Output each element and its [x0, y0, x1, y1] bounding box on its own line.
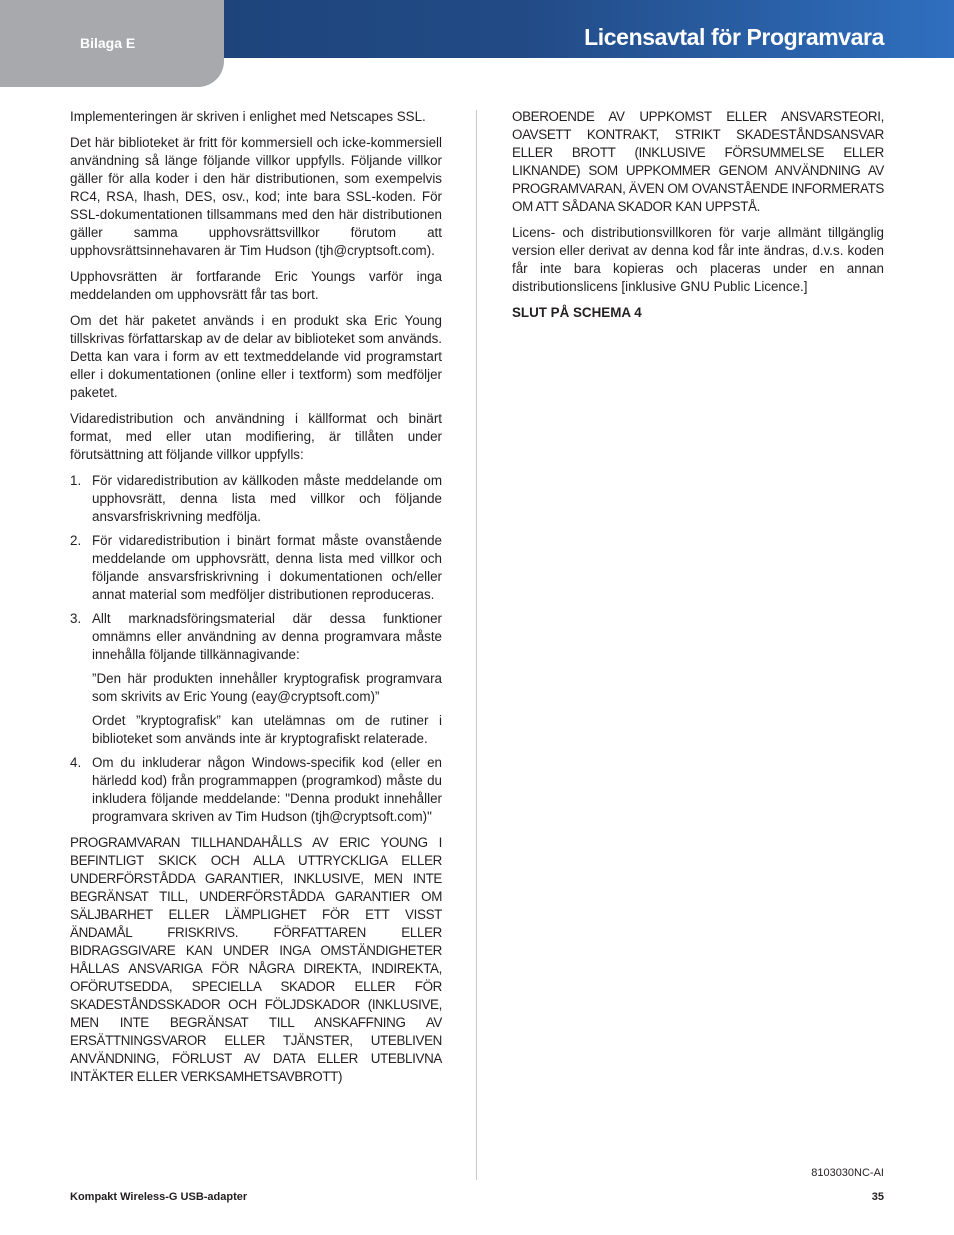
paragraph: Licens- och distributionsvillkoren för varje allmänt tillgänglig version eller derivat av denna kod får inte ändras, d.v.s. koden får inte bara kopieras och placeras under en annan distributionslicens [inklusive GNU Public Licence.]	[512, 225, 884, 294]
paragraph: Vidaredistribution och användning i källformat och binärt format, med eller utan modifiering, är tillåten under förutsättning att följande villkor uppfylls:	[70, 411, 442, 462]
list-text: För vidaredistribution av källkoden måste meddelande om upphovsrätt, denna lista med villkor och följande ansvarsfriskrivning medfölja.	[92, 473, 442, 524]
list-item	[70, 532, 442, 604]
list-text: Allt marknadsföringsmaterial där dessa funktioner omnämns eller användning av denna programvara måste innehålla följande tillkännagivande:	[92, 611, 442, 662]
appendix-label: Bilaga E	[80, 35, 136, 51]
list-number: 1.	[70, 473, 82, 488]
page-number: 35	[871, 1191, 884, 1203]
list-number: 4.	[70, 755, 82, 770]
document-number: 8103030NC-AI	[811, 1167, 884, 1179]
footer-product: Kompakt Wireless-G USB-adapter	[70, 1191, 248, 1203]
list-item	[70, 472, 442, 526]
list-text: Om du inkluderar någon Windows-specifik kod (eller en härledd kod) från programmappen (programkod) måste du inkludera följande meddelande: "Denna produkt innehåller programvara skriven av Tim Hudson (tjh@cryptsoft.com)"	[92, 755, 442, 824]
list-text: För vidaredistribution i binärt format måste ovanstående meddelande om upphovsrätt, denna lista med villkor och följande ansvarsfriskrivning i dokumentationen och/eller annat material som medföljer distributionen reproduceras.	[92, 533, 442, 602]
right-column	[512, 108, 884, 330]
column-divider	[476, 110, 477, 1180]
paragraph: Upphovsrätten är fortfarande Eric Youngs varför inga meddelanden om upphovsrätt får tas bort.	[70, 269, 442, 302]
list-item	[70, 754, 442, 826]
list-note: Ordet ”kryptografisk” kan utelämnas om de rutiner i biblioteket som används inte är kryptografiskt relaterade.	[92, 713, 442, 746]
paragraph: Det här biblioteket är fritt för kommersiell och icke-kommersiell användning så länge följande villkor uppfylls. Följande villkor gäller för alla koder i den här distributionen, som exempelvis RC4, RSA, lhash, DES, osv., kod; inte bara SSL-koden. För SSL-dokumentationen tillsammans med den här distributionen gäller samma upphovsrättsvillkor förutom att upphovsrättsinnehavaren är Tim Hudson (tjh@cryptsoft.com).	[70, 135, 442, 258]
end-of-schedule: SLUT PÅ SCHEMA 4	[512, 305, 642, 320]
list-item	[70, 610, 442, 748]
left-column	[70, 108, 442, 1094]
paragraph: Implementeringen är skriven i enlighet med Netscapes SSL.	[70, 109, 426, 124]
conditions-list	[70, 472, 442, 826]
disclaimer-paragraph: PROGRAMVARAN TILLHANDAHÅLLS AV ERIC YOUNG I BEFINTLIGT SKICK OCH ALLA UTTRYCKLIGA ELLER UNDERFÖRSTÅDDA GARANTIER, INKLUSIVE, MEN INTE BEGRÄNSAT TILL, UNDERFÖRSTÅDDA GARANTIER OM SÄLJBARHET ELLER LÄMPLIGHET FÖR ETT VISST ÄNDAMÅL FRISKRIVS. FÖRFATTAREN ELLER BIDRAGSGIVARE KAN UNDER INGA OMSTÄNDIGHETER HÅLLAS ANSVARIGA FÖR NÅGRA DIREKTA, INDIREKTA, OFÖRUTSEDDA, SPECIELLA SKADOR ELLER FÖR SKADESTÅNDSSKADOR OCH FÖLJDSKADOR (INKLUSIVE, MEN INTE BEGRÄNSAT TILL ANSKAFFNING AV ERSÄTTNINGSVAROR ELLER TJÄNSTER, UTEBLIVEN ANVÄNDNING, FÖRLUST AV DATA ELLER UTEBLIVNA INTÄKTER ELLER VERKSAMHETSAVBROTT)	[70, 835, 442, 1084]
disclaimer-continued: OBEROENDE AV UPPKOMST ELLER ANSVARSTEORI, OAVSETT KONTRAKT, STRIKT SKADESTÅNDSANSVAR ELLER BROTT (INKLUSIVE FÖRSUMMELSE ELLER LIKNANDE) SOM UPPKOMMER GENOM ANVÄNDNING AV PROGRAMVARAN, ÄVEN OM OVANSTÅENDE INFORMERATS OM ATT SÅDANA SKADOR KAN UPPSTÅ.	[512, 109, 884, 214]
list-number: 3.	[70, 611, 82, 626]
list-quote: ”Den här produkten innehåller kryptografisk programvara som skrivits av Eric Young (eay@cryptsoft.com)”	[92, 671, 442, 704]
page-title: Licensavtal för Programvara	[584, 24, 884, 50]
appendix-tab	[0, 0, 224, 87]
paragraph: Om det här paketet används i en produkt ska Eric Young tillskrivas författarskap av de delar av biblioteket som används. Detta kan vara i form av ett textmeddelande vid programstart eller i dokumentationen (online eller i textform) som medföljer paketet.	[70, 313, 442, 400]
list-number: 2.	[70, 533, 82, 548]
